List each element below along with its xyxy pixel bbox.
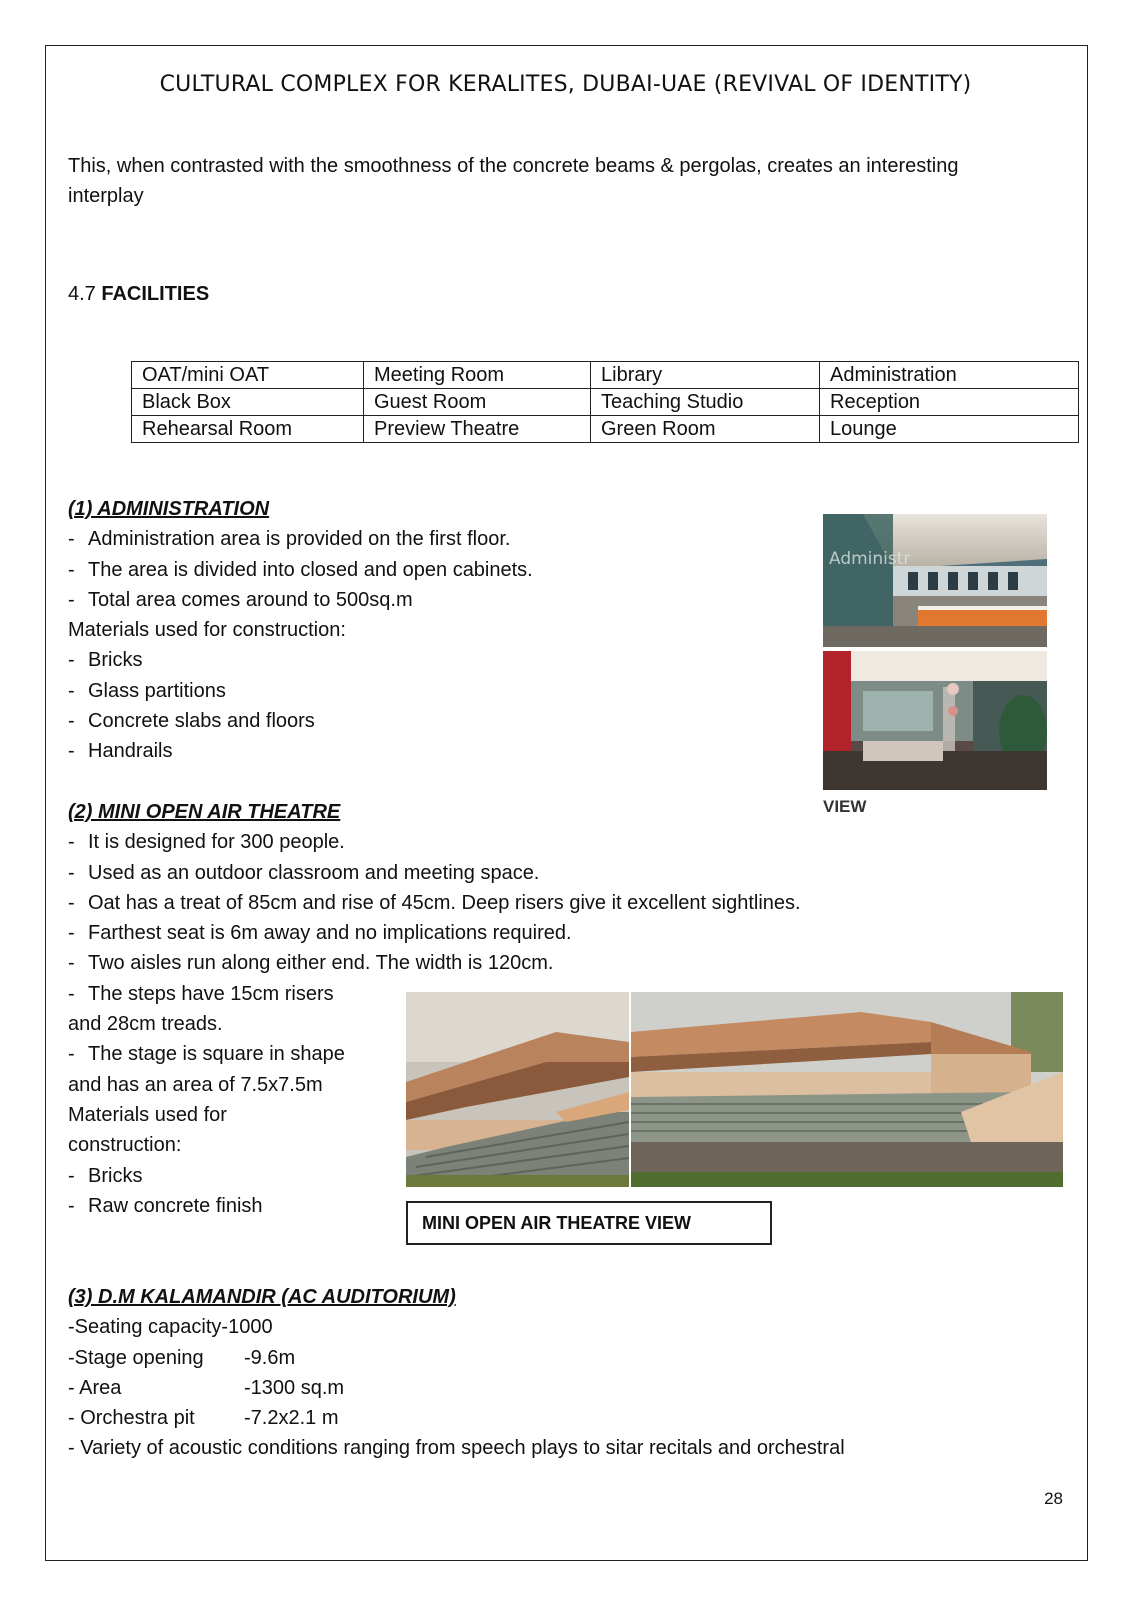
table-row [132,416,1079,443]
materials-label: Materials used for [68,1103,227,1126]
administration-photo-top [823,514,1047,647]
section-number: 4.7 [68,283,96,305]
table-cell: Guest Room [364,389,591,416]
administration-photo-bottom [823,651,1047,790]
table-cell: OAT/mini OAT [132,362,364,389]
table-cell: Rehearsal Room [132,416,364,443]
list-item: - Administration area is provided on the first floor. [68,528,511,551]
table-cell: Green Room [591,416,820,443]
administration-section [68,494,533,767]
oat-heading: (2) MINI OPEN AIR THEATRE [68,801,341,823]
table-row [132,362,1079,389]
table-cell: Black Box [132,389,364,416]
administration-heading: (1) ADMINISTRATION [68,498,270,520]
list-item: - Bricks [68,1164,143,1187]
materials-label: Materials used for construction: [68,619,346,642]
oat-photo-right [631,992,1063,1187]
table-cell: Administration [820,362,1079,389]
section-heading-facilities [68,279,209,309]
table-cell: Reception [820,389,1079,416]
list-item: -Stage opening -9.6m [68,1346,296,1369]
section-title: FACILITIES [101,283,210,305]
list-item: - Area -1300 sq.m [68,1376,345,1399]
list-item: - It is designed for 300 people. [68,831,345,854]
administration-photo-caption: VIEW [823,797,867,816]
auditorium-section [68,1282,845,1464]
list-item: - Concrete slabs and floors [68,710,315,733]
intro-paragraph: This, when contrasted with the smoothness of the concrete beams & pergolas, creates an interesting interplay [68,155,959,207]
table-cell: Preview Theatre [364,416,591,443]
list-item-continued: and has an area of 7.5x7.5m [68,1073,323,1096]
list-item: - The steps have 15cm risers [68,982,334,1005]
list-item: - Variety of acoustic conditions ranging from speech plays to sitar recitals and orchestral [68,1437,845,1460]
oat-photo-left [406,992,629,1187]
list-item: - Bricks [68,649,143,672]
list-item: - Raw concrete finish [68,1194,263,1217]
oat-photo-caption: MINI OPEN AIR THEATRE VIEW [406,1201,772,1245]
table-cell: Library [591,362,820,389]
list-item: - Glass partitions [68,679,226,702]
table-row [132,389,1079,416]
materials-label-continued: construction: [68,1134,182,1157]
page-number: 28 [1044,1489,1063,1508]
list-item-continued: and 28cm treads. [68,1013,223,1036]
auditorium-heading: (3) D.M KALAMANDIR (AC AUDITORIUM) [68,1286,456,1308]
table-cell: Meeting Room [364,362,591,389]
list-item: - Used as an outdoor classroom and meeting space. [68,861,540,884]
page-title: CULTURAL COMPLEX FOR KERALITES, DUBAI-UAE (REVIVAL OF IDENTITY) [159,72,972,97]
table-cell: Lounge [820,416,1079,443]
list-item: - The stage is square in shape [68,1043,345,1066]
list-item: - Total area comes around to 500sq.m [68,588,413,611]
list-item: - Handrails [68,740,173,763]
facilities-table [131,361,1079,443]
list-item: - Orchestra pit -7.2x2.1 m [68,1407,339,1430]
list-item: -Seating capacity-1000 [68,1316,273,1339]
list-item: - Two aisles run along either end. The width is 120cm. [68,952,554,975]
list-item: - Farthest seat is 6m away and no implications required. [68,922,572,945]
list-item: - Oat has a treat of 85cm and rise of 45cm. Deep risers give it excellent sightlines. [68,891,801,914]
list-item: - The area is divided into closed and open cabinets. [68,558,533,581]
admin-sign-text: Administr [829,549,911,569]
table-cell: Teaching Studio [591,389,820,416]
